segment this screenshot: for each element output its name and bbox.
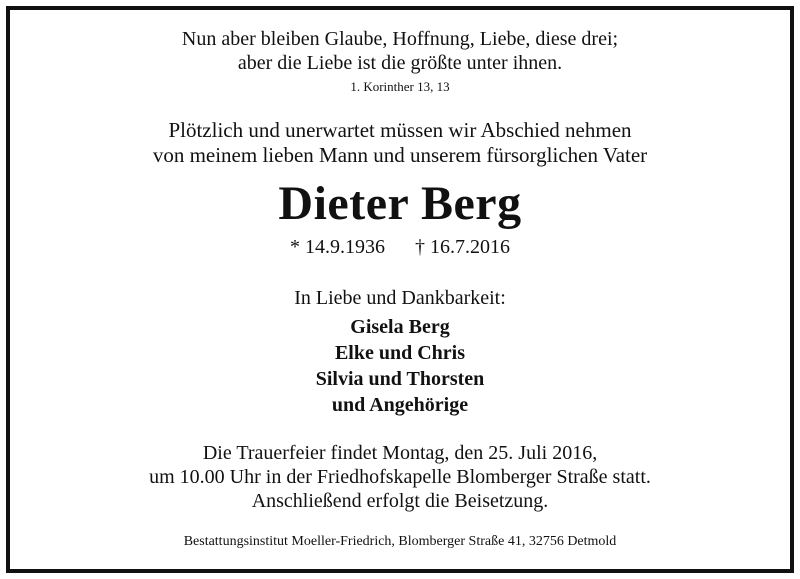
mourners-heading: In Liebe und Dankbarkeit: bbox=[294, 287, 506, 309]
mourner-name: und Angehörige bbox=[331, 394, 469, 416]
service-line-2: um 10.00 Uhr in der Friedhofskapelle Blomberger Straße statt. bbox=[149, 466, 651, 488]
undertaker-footer: Bestattungsinstitut Moeller-Friedrich, Blomberger Straße 41, 32756 Detmold bbox=[183, 534, 617, 549]
deceased-name: Dieter Berg bbox=[278, 177, 522, 230]
intro-line-2: von meinem lieben Mann und unserem fürsorglichen Vater bbox=[152, 143, 648, 167]
intro-line-1: Plötzlich und unerwartet müssen wir Abschied nehmen bbox=[168, 118, 632, 142]
bible-verse-line-1: Nun aber bleiben Glaube, Hoffnung, Liebe, diese drei; bbox=[181, 28, 619, 50]
birth-date: * 14.9.1936 bbox=[290, 236, 385, 258]
bible-verse-reference: 1. Korinther 13, 13 bbox=[350, 79, 450, 94]
bible-verse-line-2: aber die Liebe ist die größte unter ihnen. bbox=[237, 52, 563, 74]
mourner-name: Elke und Chris bbox=[334, 342, 466, 364]
mourner-name: Gisela Berg bbox=[350, 316, 450, 338]
service-line-1: Die Trauerfeier findet Montag, den 25. Juli 2016, bbox=[202, 442, 598, 464]
death-date: † 16.7.2016 bbox=[415, 236, 510, 258]
mourner-name: Silvia und Thorsten bbox=[315, 368, 485, 390]
life-dates bbox=[0, 236, 800, 259]
service-line-3: Anschließend erfolgt die Beisetzung. bbox=[251, 490, 549, 512]
